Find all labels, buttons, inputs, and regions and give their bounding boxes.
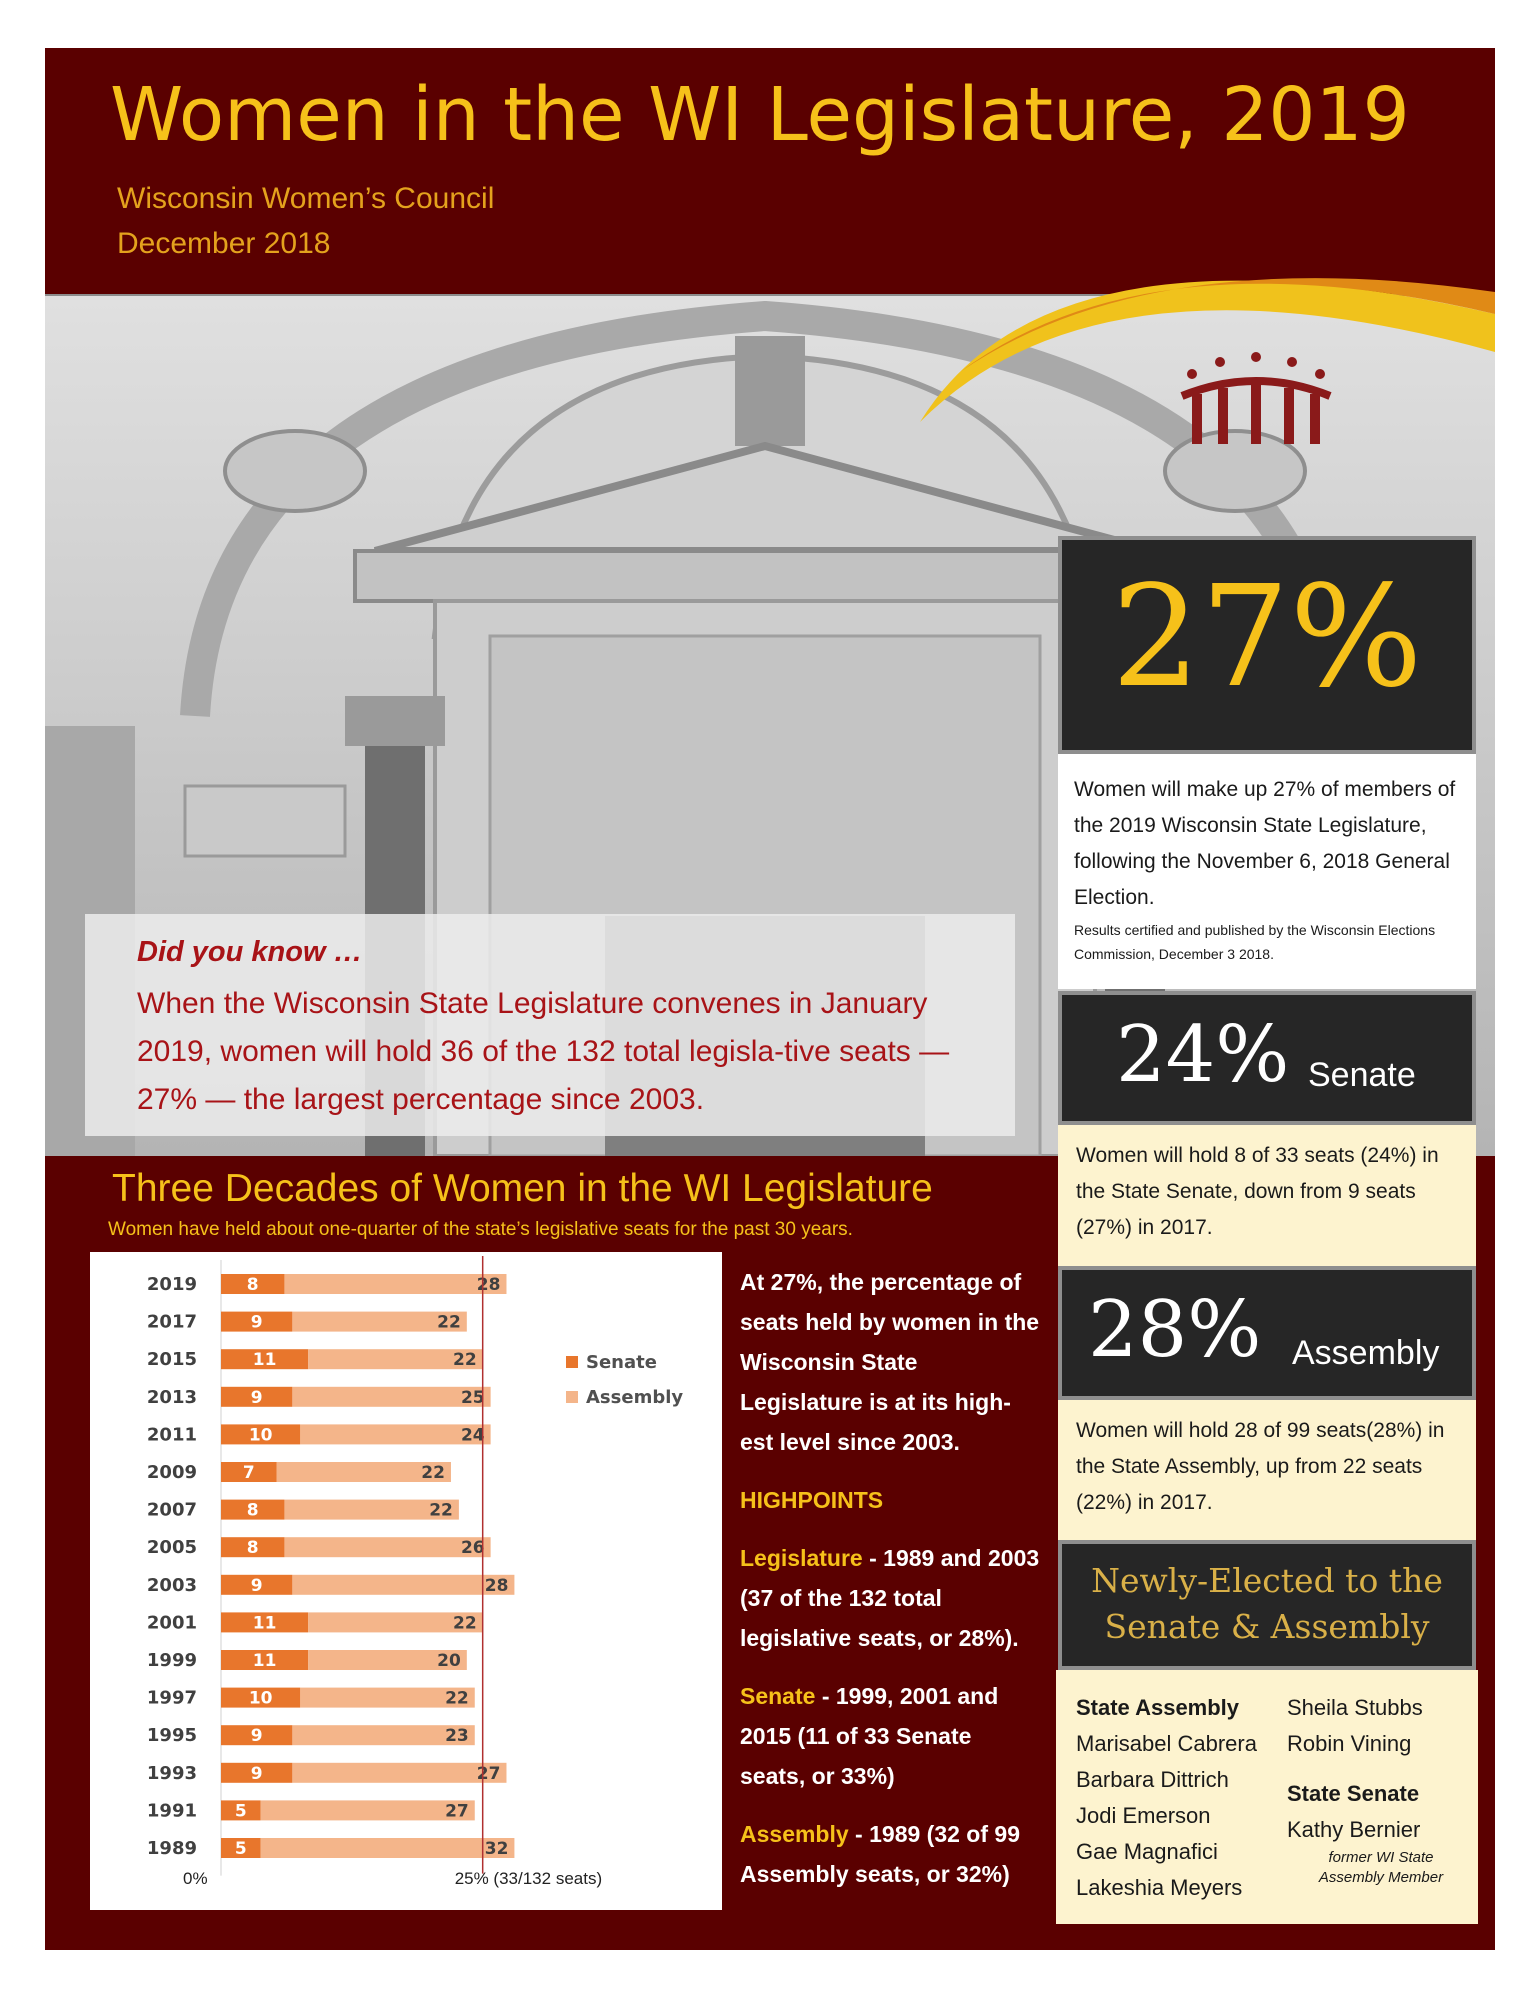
highpoint-legislature-label: Legislature — [740, 1545, 863, 1571]
legend-senate-swatch — [566, 1356, 578, 1368]
y-tick-label: 2017 — [146, 1311, 197, 1333]
did-you-know-heading: Did you know … — [137, 936, 363, 968]
senate-data-label: 9 — [250, 1575, 263, 1596]
legend-senate-label: Senate — [586, 1352, 657, 1373]
y-tick-label: 2011 — [146, 1424, 197, 1446]
y-tick-label: 1993 — [146, 1762, 197, 1784]
total-description: Women will make up 27% of members of the 2019 Wisconsin State Legislature, following the November 6, 2018 General Election. — [1074, 778, 1456, 909]
highpoint-legislature — [740, 1538, 1040, 1658]
member-name: Robin Vining — [1287, 1731, 1412, 1756]
assembly-data-label: 22 — [429, 1500, 453, 1521]
newly-elected-title-line1: Newly-Elected to the — [1091, 1561, 1443, 1600]
newly-elected-title-line2: Senate & Assembly — [1104, 1607, 1430, 1646]
analysis-panel — [740, 1262, 1040, 1912]
assembly-bar — [292, 1575, 514, 1595]
assembly-percentage-value: 28% — [1088, 1285, 1262, 1375]
highpoint-assembly-label: Assembly — [740, 1821, 849, 1847]
senate-label: Senate — [1308, 1056, 1416, 1094]
senate-data-label: 9 — [250, 1726, 263, 1747]
legend-assembly-label: Assembly — [586, 1387, 684, 1408]
senate-data-label: 7 — [242, 1463, 255, 1483]
chart-panel — [90, 1252, 722, 1910]
assembly-data-label: 22 — [453, 1613, 477, 1634]
senate-data-label: 8 — [246, 1275, 259, 1295]
senate-data-label: 9 — [250, 1763, 263, 1784]
more-members-list — [1287, 1690, 1477, 1848]
senate-data-label: 9 — [250, 1312, 263, 1333]
y-tick-label: 2019 — [146, 1274, 197, 1295]
senate-data-label: 11 — [252, 1651, 277, 1671]
did-you-know-text: When the Wisconsin State Legislature convenes in January 2019, women will hold 36 of the 132 total legisla-tive seats — 27% — the largest percentage since 2003. — [137, 987, 950, 1116]
publication-date: December 2018 — [117, 227, 331, 260]
highpoint-legislature-text: - 1989 and 2003 (37 of the 132 total legislative seats, or 28%). — [740, 1545, 1040, 1651]
legend-assembly-swatch — [566, 1391, 578, 1403]
newly-elected-title — [1058, 1558, 1476, 1650]
assembly-bar — [284, 1274, 506, 1294]
assembly-data-label: 27 — [476, 1763, 501, 1784]
y-tick-label: 2015 — [146, 1349, 197, 1371]
senate-data-label: 10 — [248, 1425, 273, 1446]
y-tick-label: 2007 — [146, 1499, 197, 1521]
highpoints-heading: HIGHPOINTS — [740, 1487, 884, 1513]
y-tick-label: 2009 — [146, 1462, 197, 1483]
y-tick-label: 2001 — [146, 1612, 197, 1634]
member-name: Gae Magnafici — [1076, 1839, 1218, 1864]
member-name: Sheila Stubbs — [1287, 1695, 1423, 1720]
member-name: Lakeshia Meyers — [1076, 1875, 1243, 1900]
senate-data-label: 9 — [250, 1387, 263, 1408]
assembly-data-label: 22 — [453, 1350, 477, 1371]
assembly-data-label: 22 — [445, 1688, 469, 1709]
member-name: Marisabel Cabrera — [1076, 1731, 1257, 1756]
assembly-description: Women will hold 28 of 99 seats(28%) in the State Assembly, up from 22 seats (22%) in 2017. — [1076, 1419, 1445, 1514]
y-tick-label: 1989 — [146, 1838, 197, 1859]
assembly-bar — [284, 1537, 490, 1557]
former-member-note: former WI State Assembly Member — [1318, 1849, 1444, 1886]
assembly-bar — [292, 1763, 506, 1783]
senate-data-label: 8 — [246, 1538, 259, 1559]
total-percentage-value: 27% — [1111, 556, 1423, 719]
assembly-members-list — [1076, 1690, 1286, 1906]
assembly-data-label: 25 — [460, 1387, 485, 1408]
y-tick-label: 1999 — [146, 1650, 197, 1671]
stacked-bar-chart — [90, 1252, 722, 1910]
assembly-members-heading: State Assembly — [1076, 1695, 1240, 1720]
highpoint-senate-text: - 1999, 2001 and 2015 (11 of 33 Senate seats, or 33%) — [740, 1683, 999, 1789]
reference-line-label: 25% (33/132 seats) — [454, 1869, 603, 1888]
assembly-data-label: 27 — [445, 1801, 469, 1822]
highpoint-assembly-text: - 1989 (32 of 99 Assembly seats, or 32%) — [740, 1821, 1020, 1887]
senate-data-label: 5 — [234, 1801, 247, 1822]
assembly-bar — [261, 1800, 475, 1820]
senate-percentage-value: 24% — [1116, 1010, 1290, 1100]
assembly-data-label: 28 — [476, 1275, 501, 1295]
highpoint-senate-label: Senate — [740, 1683, 816, 1709]
senate-description: Women will hold 8 of 33 seats (24%) in the State Senate, down from 9 seats (27%) in 2017. — [1076, 1144, 1439, 1239]
highpoint-assembly — [740, 1814, 1040, 1894]
senate-data-label: 8 — [246, 1500, 259, 1521]
member-name: Jodi Emerson — [1076, 1803, 1211, 1828]
x-tick-label: 0% — [183, 1869, 208, 1888]
assembly-data-label: 24 — [460, 1425, 485, 1446]
y-tick-label: 1997 — [146, 1687, 197, 1709]
chart-title: Three Decades of Women in the WI Legislature — [112, 1167, 933, 1210]
y-tick-label: 2005 — [146, 1537, 197, 1559]
y-tick-label: 2003 — [146, 1574, 197, 1596]
highpoint-senate — [740, 1676, 1040, 1796]
assembly-data-label: 20 — [437, 1651, 461, 1671]
analysis-intro: At 27%, the percentage of seats held by women in the Wisconsin State Legislature is at its high-est level since 2003. — [740, 1269, 1040, 1455]
page-title: Women in the WI Legislature, 2019 — [110, 72, 1410, 158]
assembly-data-label: 26 — [460, 1538, 485, 1559]
assembly-bar — [261, 1838, 515, 1858]
y-tick-label: 1995 — [146, 1725, 197, 1747]
assembly-data-label: 23 — [445, 1726, 469, 1747]
member-name: Kathy Bernier — [1287, 1817, 1421, 1842]
senate-members-heading: State Senate — [1287, 1781, 1420, 1806]
senate-data-label: 11 — [252, 1350, 277, 1371]
senate-data-label: 10 — [248, 1688, 273, 1709]
assembly-data-label: 22 — [437, 1312, 461, 1333]
member-name: Barbara Dittrich — [1076, 1767, 1229, 1792]
y-tick-label: 2013 — [146, 1386, 197, 1408]
results-source-note: Results certified and published by the Wisconsin Elections Commission, December 3 2018. — [1074, 922, 1436, 962]
capitol-logo-icon — [1178, 350, 1334, 448]
y-tick-label: 1991 — [146, 1800, 197, 1822]
assembly-label: Assembly — [1292, 1334, 1440, 1372]
assembly-data-label: 22 — [421, 1463, 445, 1483]
senate-data-label: 5 — [234, 1839, 247, 1859]
organization-name: Wisconsin Women’s Council — [117, 182, 495, 215]
assembly-data-label: 28 — [484, 1575, 509, 1596]
assembly-data-label: 32 — [484, 1839, 509, 1859]
senate-data-label: 11 — [252, 1613, 277, 1634]
chart-subtitle: Women have held about one-quarter of the state’s legislative seats for the past 30 years. — [108, 1219, 853, 1240]
